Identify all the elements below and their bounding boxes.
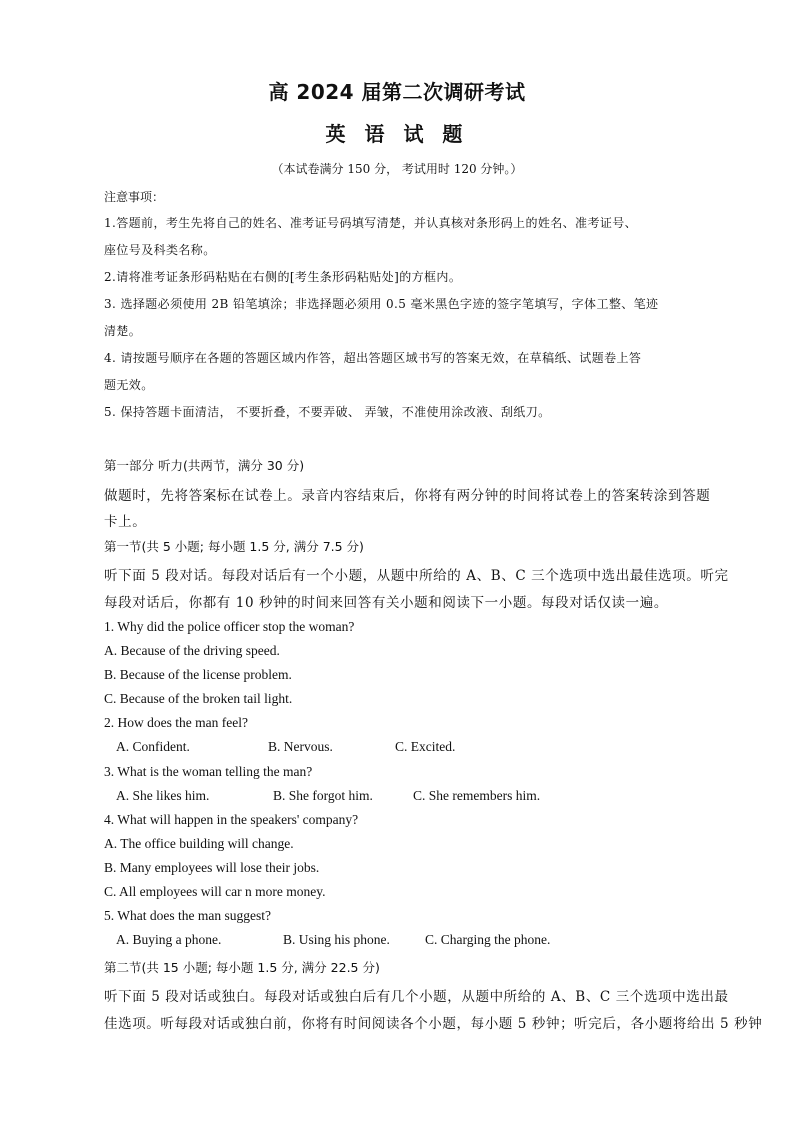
question-4-option-c: C. All employees will car n more money. — [104, 884, 326, 899]
question-2-stem: 2. How does the man feel? — [104, 715, 248, 730]
question-2-option-b: B. Nervous. — [268, 739, 333, 754]
question-4-option-b: B. Many employees will lose their jobs. — [104, 860, 320, 875]
question-1-option-b: B. Because of the license problem. — [104, 667, 292, 682]
question-4-stem: 4. What will happen in the speakers' company? — [104, 812, 359, 827]
question-4-option-a: A. The office building will change. — [104, 836, 294, 851]
section-2-heading: 第二节(共 15 小题; 每小题 1.5 分, 满分 22.5 分) — [104, 960, 380, 975]
note-4-line-2: 题无效。 — [104, 378, 154, 392]
question-1-stem: 1. Why did the police officer stop the woman? — [104, 619, 355, 634]
section-1-intro-line-2: 每段对话后，你都有 10 秒钟的时间来回答有关小题和阅读下一小题。每段对话仅读一遍。 — [104, 595, 668, 611]
section-2-intro-line-2: 佳选项。听每段对话或独白前，你将有时间阅读各个小题，每小题 5 秒钟；听完后，各小题将给出 5 秒钟 — [104, 1016, 763, 1032]
part-1-intro-line-1: 做题时，先将答案标在试卷上。录音内容结束后，你将有两分钟的时间将试卷上的答案转涂到答题 — [104, 488, 711, 504]
part-1-heading: 第一部分 听力(共两节，满分 30 分) — [104, 458, 305, 473]
note-3-line-1: 3. 选择题必须使用 2B 铅笔填涂；非选择题必须用 0.5 毫米黑色字迹的签字笔填写，字体工整、笔迹 — [104, 297, 659, 311]
question-5-option-c: C. Charging the phone. — [425, 932, 551, 947]
section-1-intro-line-1: 听下面 5 段对话。每段对话后有一个小题，从题中所给的 A、B、C 三个选项中选出最佳选项。听完 — [104, 568, 729, 584]
exam-title: 高 2024 届第二次调研考试 — [268, 80, 526, 104]
question-1-option-a: A. Because of the driving speed. — [104, 643, 280, 658]
question-2-option-c: C. Excited. — [395, 739, 456, 754]
question-1-option-c: C. Because of the broken tail light. — [104, 691, 293, 706]
question-5-option-a: A. Buying a phone. — [116, 932, 222, 947]
question-3-option-c: C. She remembers him. — [413, 788, 541, 803]
question-5-option-b: B. Using his phone. — [283, 932, 390, 947]
section-2-intro-line-1: 听下面 5 段对话或独白。每段对话或独白后有几个小题，从题中所给的 A、B、C 三个选项中选出最 — [104, 989, 729, 1005]
section-1-heading: 第一节(共 5 小题; 每小题 1.5 分, 满分 7.5 分) — [104, 539, 364, 554]
question-3-option-a: A. She likes him. — [116, 788, 210, 803]
note-1-line-2: 座位号及科类名称。 — [104, 243, 216, 257]
note-3-line-2: 清楚。 — [104, 324, 142, 338]
note-4-line-1: 4. 请按题号顺序在各题的答题区域内作答，超出答题区域书写的答案无效，在草稿纸、试题卷上答 — [104, 351, 642, 365]
part-1-intro-line-2: 卡上。 — [104, 514, 147, 530]
notes-heading: 注意事项： — [104, 190, 165, 204]
question-3-stem: 3. What is the woman telling the man? — [104, 764, 313, 779]
note-1-line-1: 1.答题前，考生先将自己的姓名、准考证号码填写清楚，并认真核对条形码上的姓名、准考证号、 — [104, 216, 638, 230]
note-5: 5. 保持答题卡面清洁， 不要折叠，不要弄破、 弄皱，不准使用涂改液、刮纸刀。 — [104, 405, 551, 419]
question-3-option-b: B. She forgot him. — [273, 788, 373, 803]
question-2-option-a: A. Confident. — [116, 739, 190, 754]
subject-title: 英 语 试 题 — [325, 122, 469, 146]
note-2: 2.请将准考证条形码粘贴在右侧的[考生条形码粘贴处]的方框内。 — [104, 270, 462, 284]
exam-info: （本试卷满分 150 分， 考试用时 120 分钟。） — [271, 162, 523, 176]
question-5-stem: 5. What does the man suggest? — [104, 908, 271, 923]
